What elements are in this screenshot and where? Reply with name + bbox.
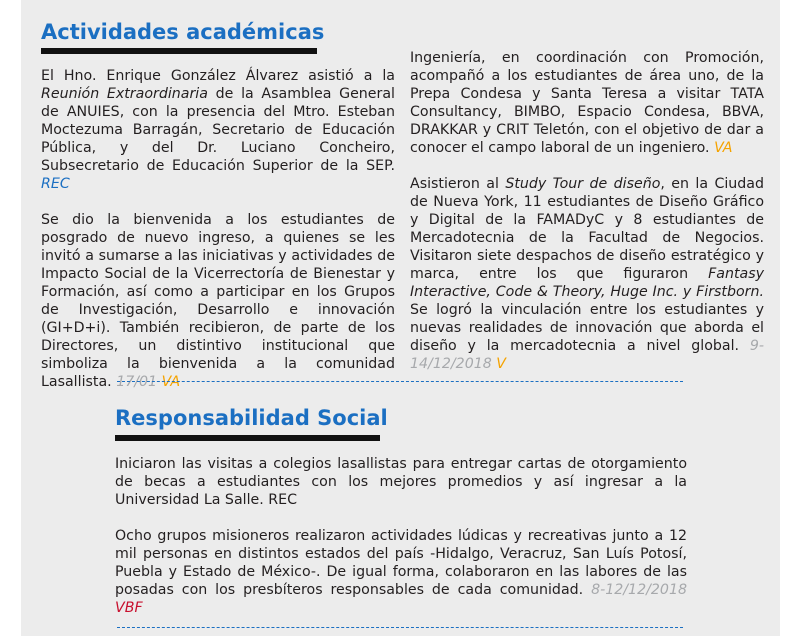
date-label: 9-14/12/2018 xyxy=(410,338,764,372)
paragraph-misiones: Ocho grupos misioneros realizaron actividades lúdicas y recreativas junto a 12 mil personas en distintos estados del país -Hidalgo, Veracruz, San Luís Potosí, Puebla y Estado de México-. De igual forma, colaboraron en las labores de las posadas con los presbíteros responsables de cada comunidad. 8-12/12/2018 VBF xyxy=(115,528,687,616)
section-divider xyxy=(117,627,683,628)
paragraph-study-tour: Asistieron al Study Tour de diseño, en la Ciudad de Nueva York, 11 estudiantes de Diseño Gráfico y Digital de la FAMADyC y 8 estudiantes de Mercadotecnia de la Facultad de Negocios. Visitaron siete despachos de diseño estratégico y marca, entre los que figuraron Fantasy Interactive, Code & Theory, Huge Inc. y Firstborn. Se logró la vinculación entre los estudiantes y nuevas realidades de innovación que aborda el diseño y la mercadotecnia a nivel global. 9-14/12/2018 V xyxy=(410,176,764,372)
social-column xyxy=(115,455,687,617)
paragraph-ingenieria: Ingeniería, en coordinación con Promoción, acompañó a los estudiantes de área uno, de la Prepa Condesa y Santa Teresa a visitar TATA Consultancy, BIMBO, Espacio Condesa, BBVA, DRAKKAR y CRIT Teletón, con el objetivo de dar a conocer el campo laboral de un ingeniero. VA xyxy=(410,50,764,156)
paragraph-becas: Iniciaron las visitas a colegios lasallistas para entregar cartas de otorgamiento de becas a estudiantes con los mejores promedios y así ingresar a la Universidad La Salle. REC xyxy=(115,456,687,508)
department-tag: VA xyxy=(714,140,733,156)
department-tag: REC xyxy=(41,176,70,192)
academic-right-column xyxy=(410,49,764,373)
section-title-academic: Actividades académicas xyxy=(41,20,325,44)
date-label: 17/01 xyxy=(116,374,158,390)
section-title-underline xyxy=(41,48,317,54)
section-divider xyxy=(117,381,683,382)
paragraph-anuies: El Hno. Enrique González Álvarez asistió a la Reunión Extraordinaria de la Asamblea General de ANUIES, con la presencia del Mtro. Esteban Moctezuma Barragán, Secretario de Educación Pública, y del Dr. Luciano Concheiro, Subsecretario de Educación Superior de la SEP. REC xyxy=(41,68,395,192)
department-tag: V xyxy=(496,356,507,372)
document-page xyxy=(21,0,780,636)
academic-left-column xyxy=(41,67,395,391)
section-title-underline xyxy=(115,435,380,441)
section-title-social: Responsabilidad Social xyxy=(115,406,388,430)
date-label: 8-12/12/2018 xyxy=(591,582,687,598)
department-tag: REC xyxy=(268,492,297,508)
paragraph-posgrado: Se dio la bienvenida a los estudiantes de posgrado de nuevo ingreso, a quienes se les invitó a sumarse a las iniciativas y actividades de Impacto Social de la Vicerrectoría de Bienestar y Formación, así como a participar en los Grupos de Investigación, Desarrollo e innovación (GI+D+i). También recibieron, de parte de los Directores, un distintivo institucional que simboliza la bienvenida a la comunidad Lasallista. 17/01 VA xyxy=(41,212,395,390)
department-tag: VA xyxy=(161,374,181,390)
department-tag: VBF xyxy=(115,600,143,616)
